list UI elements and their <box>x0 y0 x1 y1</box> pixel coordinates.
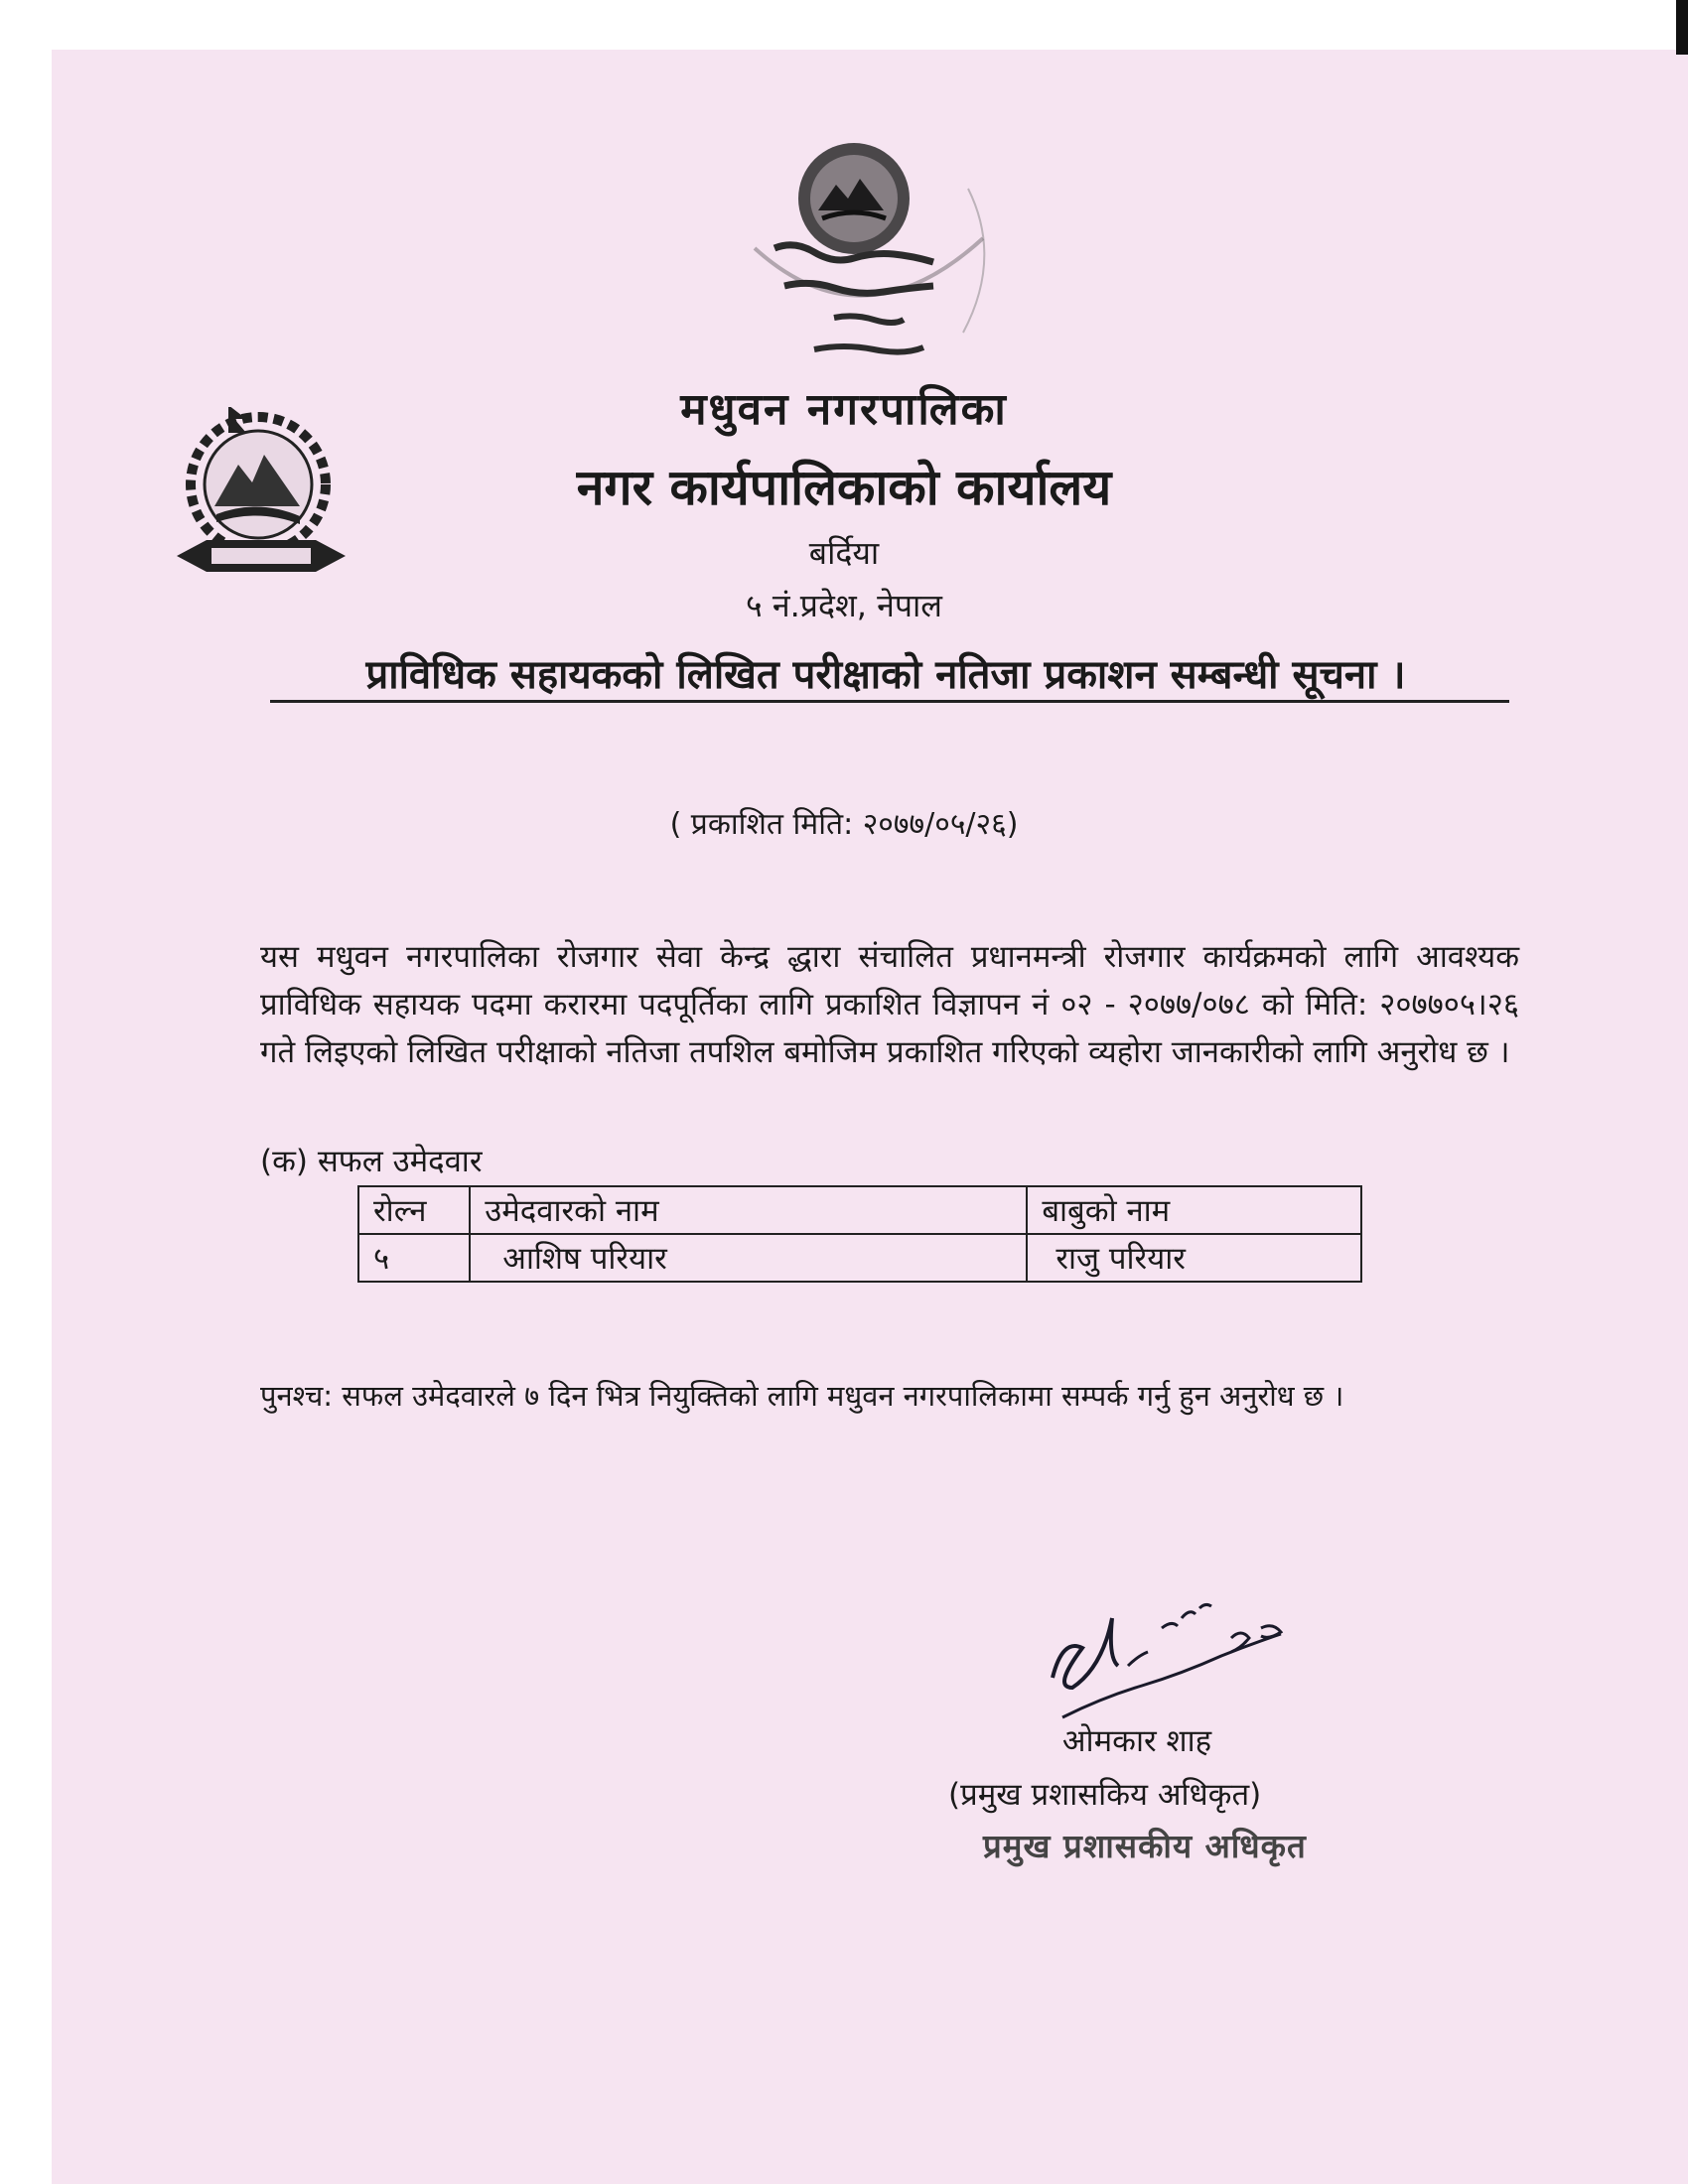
result-table <box>357 1185 1362 1283</box>
notice-paragraph: यस मधुवन नगरपालिका रोजगार सेवा केन्द्र द्धारा संचालित प्रधानमन्त्री रोजगार कार्यक्रमको लागि आवश्यक प्राविधिक सहायक पदमा करारमा पदपूर्तिका लागि प्रकाशित विज्ञापन नं ०२ - २०७७/०७८ को मिति: २०७७०५।२६ गते लिइएको लिखित परीक्षाको नतिजा तपशिल बमोजिम प्रकाशित गरिएको व्यहोरा जानकारीको लागि अनुरोध छ । <box>260 939 1519 1070</box>
office-stamp-graphic <box>715 119 1013 377</box>
table-row <box>358 1234 1361 1282</box>
municipality-name: मधुवन नगरपालिका <box>680 384 1008 435</box>
cell-candidate-name: आशिष परियार <box>470 1234 1027 1282</box>
scan-corner-mark <box>1676 0 1688 55</box>
header-roll-no: रोल्न <box>358 1186 470 1234</box>
postscript-note: पुनश्च: सफल उमेदवारले ७ दिन भित्र नियुक्तिको लागि मधुवन नगरपालिकामा सम्पर्क गर्नु हुन अनुरोध छ । <box>260 1379 1344 1413</box>
cell-father-name: राजु परियार <box>1027 1234 1361 1282</box>
signatory-title: (प्रमुख प्रशासकिय अधिकृत) <box>948 1777 1262 1813</box>
designation-stamp: प्रमुख प्रशासकीय अधिकृत <box>983 1827 1307 1865</box>
notice-title-underline <box>270 700 1509 703</box>
office-round-stamp <box>715 119 1013 377</box>
signatory-name: ओमकार शाह <box>1061 1723 1212 1759</box>
table-header-row <box>358 1186 1361 1234</box>
office-name: नगर कार्यपालिकाको कार्यालय <box>576 459 1112 516</box>
province-country: ५ नं.प्रदेश, नेपाल <box>746 587 942 624</box>
published-date: ( प्रकाशित मिति: २०७७/०५/२६) <box>669 807 1019 842</box>
section-label-successful: (क) सफल उमेदवार <box>260 1144 483 1179</box>
notice-title: प्राविधिक सहायकको लिखित परीक्षाको नतिजा प्रकाशन सम्बन्धी सूचना । <box>365 652 1406 698</box>
handwritten-signature <box>1033 1569 1331 1727</box>
header-father-name: बाबुको नाम <box>1027 1186 1361 1234</box>
header-candidate-name: उमेदवारको नाम <box>470 1186 1027 1234</box>
cell-roll-no: ५ <box>358 1234 470 1282</box>
signature-graphic <box>1033 1569 1331 1727</box>
district-name: बर्दिया <box>808 534 880 572</box>
